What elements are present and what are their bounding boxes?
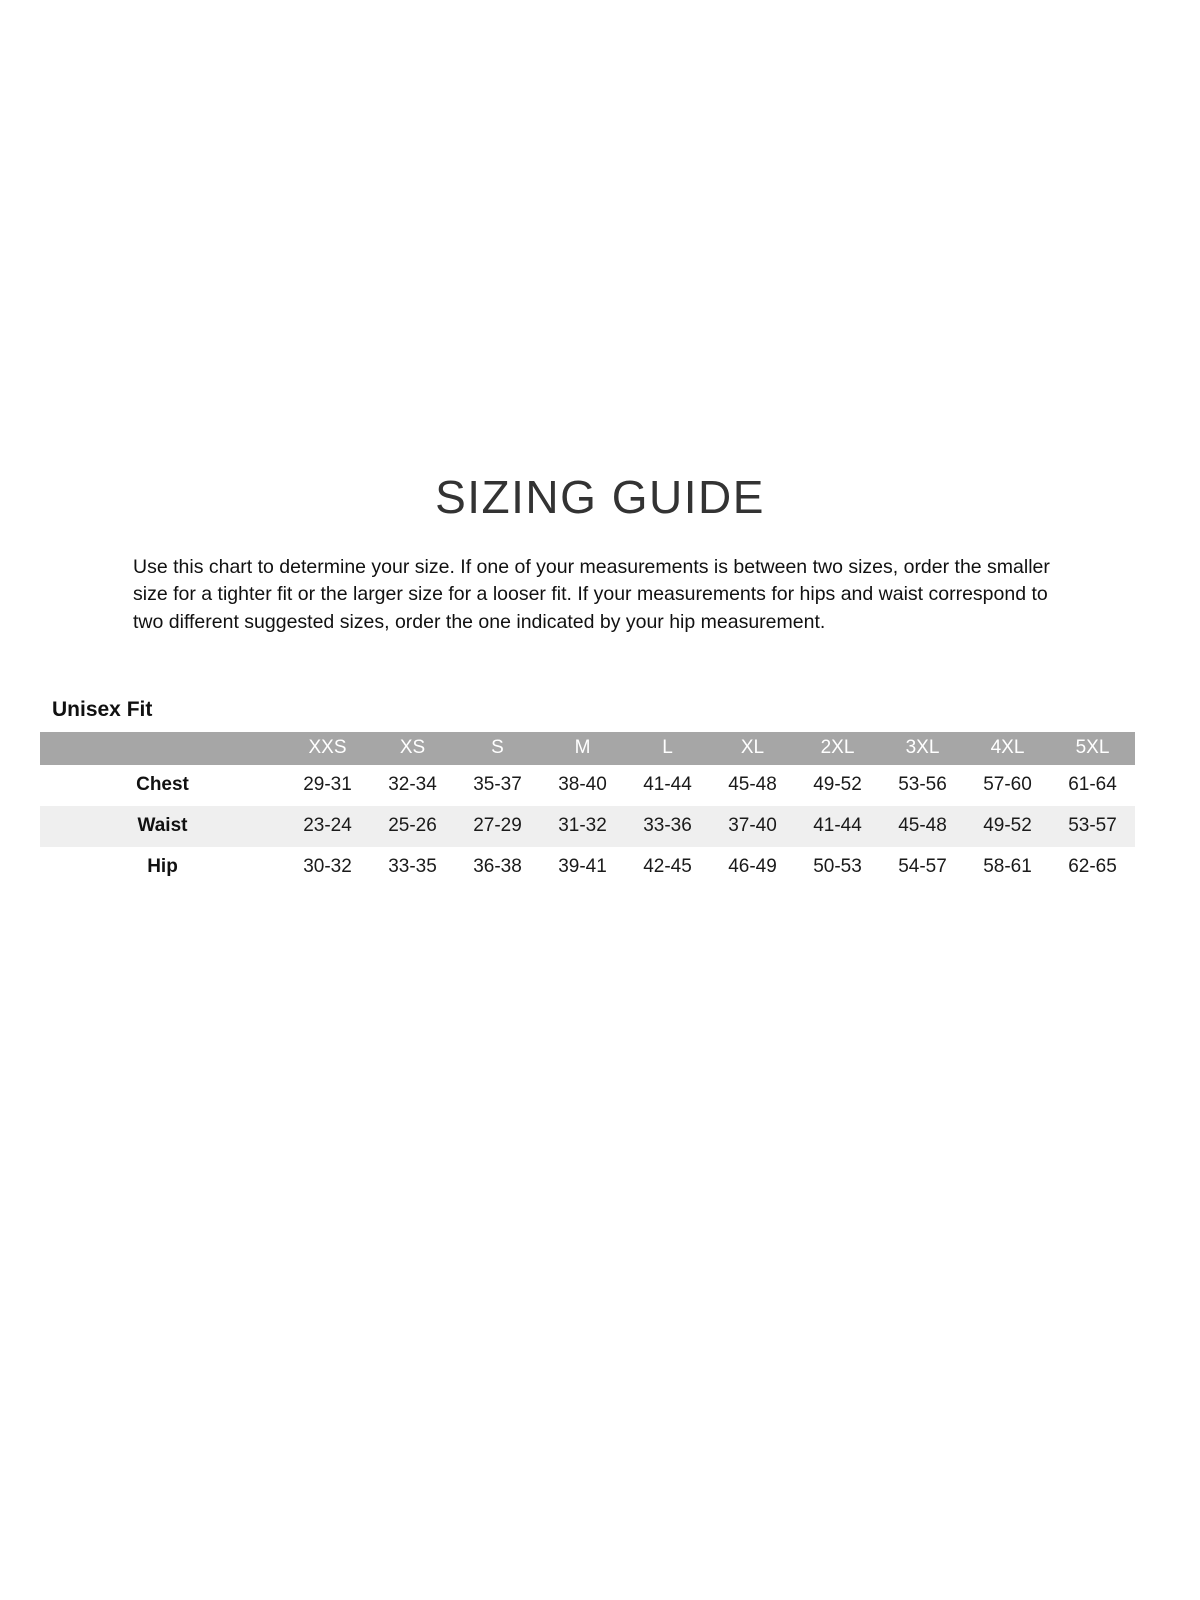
- table-cell: 39-41: [558, 856, 607, 878]
- table-cell: 27-29: [473, 815, 522, 837]
- table-cell: 54-57: [898, 856, 947, 878]
- table-cell: 25-26: [388, 815, 437, 837]
- table-row-chest: [40, 765, 1135, 806]
- table-cell: 49-52: [983, 815, 1032, 837]
- table-cell: 38-40: [558, 774, 607, 796]
- table-cell: 29-31: [303, 774, 352, 796]
- column-header-l: L: [662, 737, 673, 759]
- table-cell: 41-44: [813, 815, 862, 837]
- table-cell: 46-49: [728, 856, 777, 878]
- table-cell: 36-38: [473, 856, 522, 878]
- page-title: SIZING GUIDE: [435, 471, 765, 523]
- table-cell: 58-61: [983, 856, 1032, 878]
- table-cell: 33-36: [643, 815, 692, 837]
- table-cell: 61-64: [1068, 774, 1117, 796]
- table-cell: 50-53: [813, 856, 862, 878]
- column-header-xxs: XXS: [308, 737, 347, 759]
- intro-text: Use this chart to determine your size. If one of your measurements is between two sizes, order the smaller size for a tighter fit or the larger size for a looser fit. If your measurements for hips and waist correspond to two different suggested sizes, order the one indicated by your hip measurement.: [133, 556, 1050, 633]
- table-cell: 49-52: [813, 774, 862, 796]
- size-table: [40, 732, 1135, 888]
- table-cell: 33-35: [388, 856, 437, 878]
- table-cell: 41-44: [643, 774, 692, 796]
- table-row-hip: [40, 847, 1135, 888]
- column-header-xl: XL: [740, 737, 765, 759]
- column-header-2xl: 2XL: [820, 737, 855, 759]
- column-header-s: S: [491, 737, 504, 759]
- table-cell: 57-60: [983, 774, 1032, 796]
- table-row-waist: [40, 806, 1135, 847]
- column-header-xs: XS: [399, 737, 426, 759]
- table-cell: 42-45: [643, 856, 692, 878]
- table-cell: 30-32: [303, 856, 352, 878]
- row-label-chest: Chest: [136, 774, 189, 796]
- table-cell: 53-57: [1068, 815, 1117, 837]
- table-cell: 23-24: [303, 815, 352, 837]
- table-cell: 32-34: [388, 774, 437, 796]
- table-header-empty-cell: [40, 732, 285, 765]
- column-header-5xl: 5XL: [1075, 737, 1110, 759]
- table-header-row: [40, 732, 1135, 765]
- section-heading-unisex-fit: Unisex Fit: [52, 697, 153, 721]
- table-cell: 45-48: [898, 815, 947, 837]
- row-label-waist: Waist: [137, 815, 188, 837]
- table-cell: 37-40: [728, 815, 777, 837]
- column-header-3xl: 3XL: [905, 737, 940, 759]
- table-cell: 53-56: [898, 774, 947, 796]
- table-cell: 31-32: [558, 815, 607, 837]
- table-cell: 45-48: [728, 774, 777, 796]
- column-header-m: M: [574, 737, 591, 759]
- row-label-hip: Hip: [147, 856, 178, 878]
- column-header-4xl: 4XL: [990, 737, 1025, 759]
- table-cell: 62-65: [1068, 856, 1117, 878]
- table-cell: 35-37: [473, 774, 522, 796]
